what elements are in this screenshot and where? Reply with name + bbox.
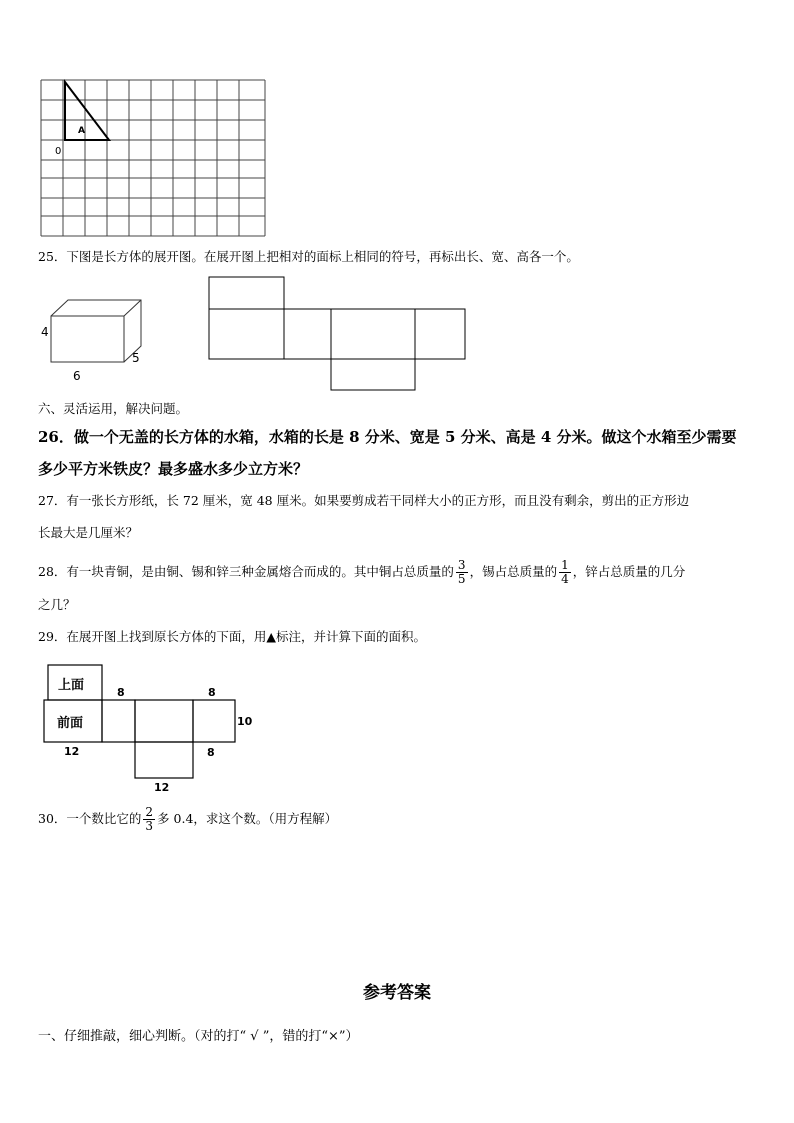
question-28-line-2: 之几？ [38, 597, 76, 612]
origin-label: 0 [55, 146, 62, 157]
dim-label-f: 12 [154, 781, 170, 794]
cuboid-net-figure [206, 274, 470, 394]
net-bottom-face [135, 742, 193, 778]
net-middle-face-2 [135, 700, 193, 742]
answers-section-1: 一、仔细推敲，细心判断。（对的打“ √ ”，错的打“×”） [38, 1029, 359, 1044]
answers-title: 参考答案 [363, 983, 431, 1003]
net-face-bottom [331, 359, 415, 390]
dim-label-a: 8 [117, 686, 125, 699]
cuboid-height-label: 4 [41, 325, 49, 339]
dim-label-d: 12 [64, 745, 80, 758]
question-28-part-3: ，锌占总质量的几分 [572, 564, 686, 579]
cuboid-width-label: 5 [132, 351, 140, 365]
dim-label-e: 8 [207, 746, 215, 759]
net-face-top [209, 277, 284, 309]
fraction-one-quarter: $\frac{1}{4}$ [561, 558, 569, 586]
question-26-line-1: 26．做一个无盖的长方体的水箱，水箱的长是 8 分米、宽是 5 分米、高是 4 分米。做这个水箱至少需要 [38, 428, 737, 446]
cuboid-figure [36, 292, 146, 384]
question-27-line-2: 长最大是几厘米？ [38, 525, 139, 540]
net-right-face [193, 700, 235, 742]
question-30-part-1: 30．一个数比它的 [38, 811, 142, 826]
coordinate-grid-figure [36, 76, 272, 240]
question-27-line-1: 27．有一张长方形纸，长 72 厘米，宽 48 厘米。如果要剪成若干同样大小的正方形，而且没有剩余，剪出的正方形边 [38, 493, 690, 508]
triangle-shape [65, 82, 109, 140]
grid-lines [41, 80, 265, 236]
question-25-text: 25．下图是长方体的展开图。在展开图上把相对的面标上相同的符号，再标出长、宽、高各一个。 [38, 249, 579, 264]
top-face-label: 上面 [58, 678, 85, 693]
front-face-label: 前面 [57, 716, 84, 731]
q29-net-figure [40, 662, 255, 796]
net-middle-face-1 [102, 700, 135, 742]
point-a-label: A [78, 126, 85, 136]
question-28-part-2: ，锡占总质量的 [469, 564, 558, 579]
question-30-line [38, 802, 337, 836]
net-face-center [331, 309, 415, 359]
fraction-three-fifths: $\frac{3}{5}$ [457, 558, 466, 586]
section-6-heading: 六、灵活运用，解决问题。 [38, 401, 189, 416]
net-face-left [209, 309, 284, 359]
question-28-part-1: 28．有一块青铜，是由铜、锡和锌三种金属熔合而成的。其中铜占总质量的 [38, 564, 454, 579]
question-30-part-2: 多 0.4，求这个数。（用方程解） [157, 811, 338, 826]
question-29-text: 29．在展开图上找到原长方体的下面，用▲标注，并计算下面的面积。 [38, 629, 427, 644]
dim-label-c: 10 [237, 715, 253, 728]
fraction-two-thirds: $\frac{2}{3}$ [145, 805, 154, 833]
dim-label-b: 8 [208, 686, 216, 699]
question-28-line-1 [38, 554, 685, 590]
question-26-line-2: 多少平方米铁皮？最多盛水多少立方米？ [38, 460, 309, 478]
net-face-side-2 [415, 309, 465, 359]
net-face-side-1 [284, 309, 331, 359]
cuboid-length-label: 6 [73, 369, 81, 383]
